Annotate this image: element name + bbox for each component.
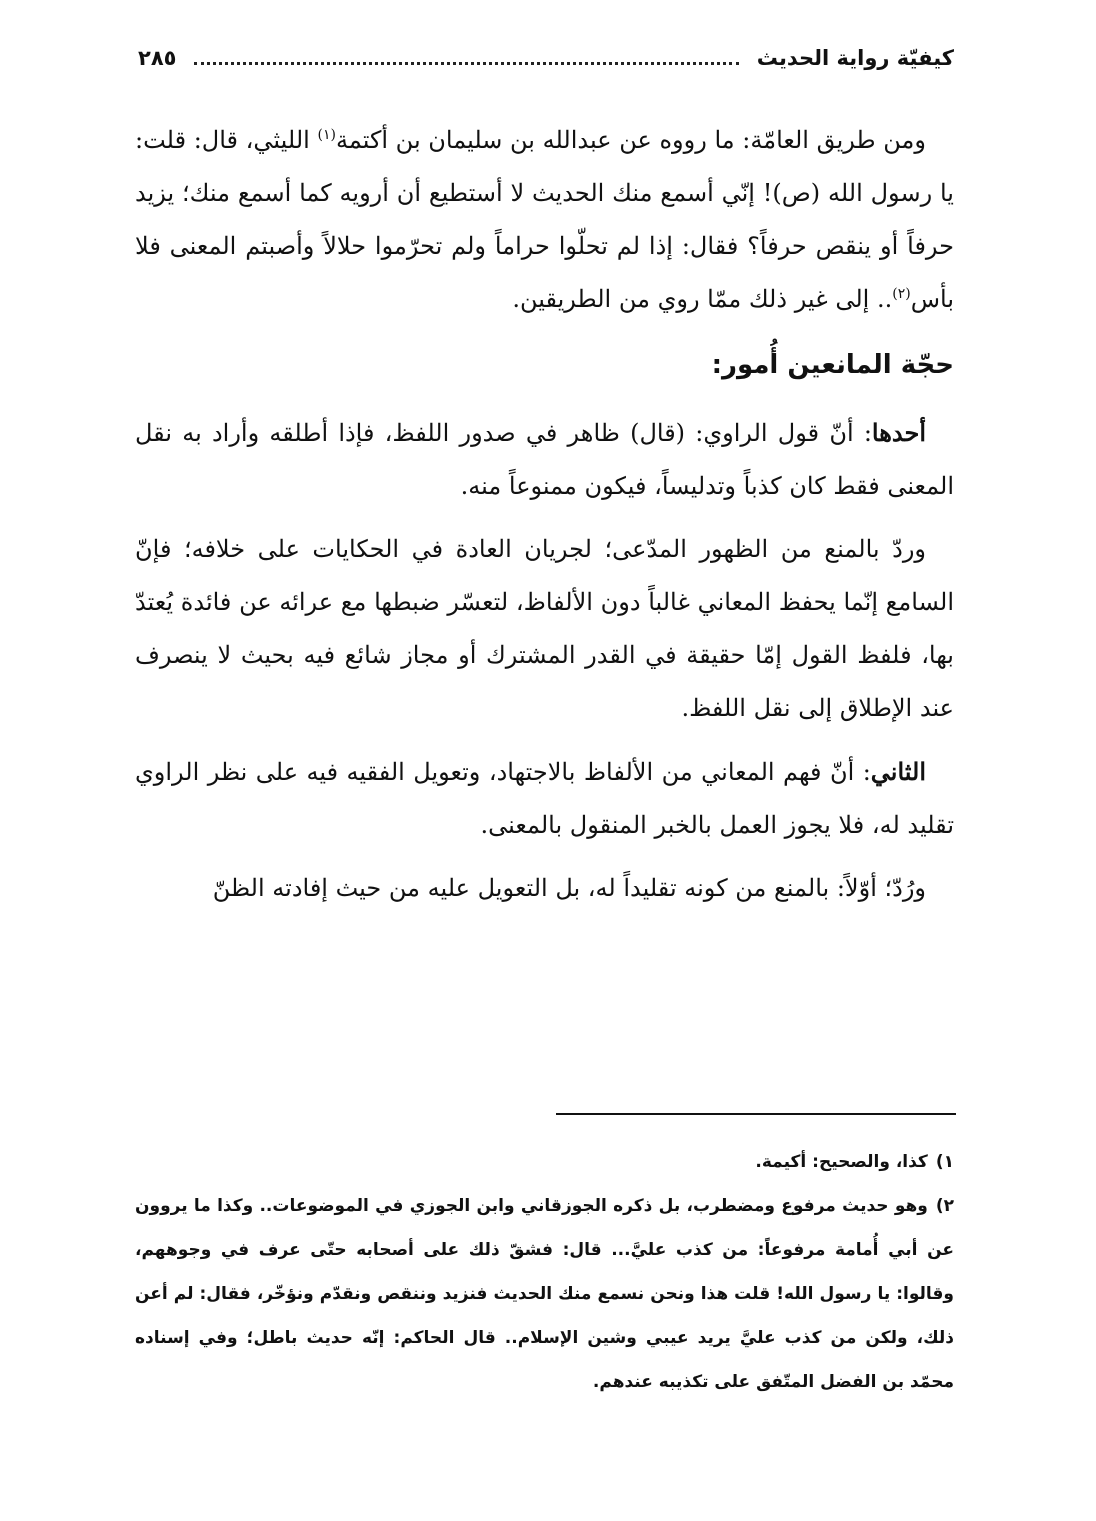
footnote-2 [135,1184,954,1404]
paragraph-text: : أنّ قول الراوي: (قال) ظاهر في صدور اللفظ، فإذا أطلقه وأراد به نقل المعنى فقط كان كذباً وتدليساً، فيكون ممنوعاً منه. [135,419,954,500]
footnote-1 [135,1140,954,1184]
paragraph-lead-word: الثاني [870,757,926,786]
paragraph-text: الليثي، قال: قلت: يا رسول الله (ص)! إنّي أسمع منك الحديث لا أستطيع أن أرويه كما أسمع منك؛ يزيد حرفاً أو ينقص حرفاً؟ فقال: إذا لم تحلّوا حراماً ولم تحرّموا حلالاً وأصبتم المعنى فلا بأس [135,126,954,313]
paragraph-rebuttal-second: ورُدّ؛ أوّلاً: بالمنع من كونه تقليداً له، بل التعويل عليه من حيث إفادته الظنّ [212,874,926,902]
paragraph-text: .. إلى غير ذلك ممّا روي من الطريقين. [512,285,893,313]
header-dot-leader [194,62,738,65]
footnote-number: ٢) [935,1196,954,1216]
paragraph-second-argument [135,745,954,852]
running-header [138,38,954,78]
paragraph-first-argument [135,406,954,513]
running-header-title: كيفيّة رواية الحديث [756,46,954,70]
footnote-ref-2: (٢) [892,286,911,302]
footnote-ref-1: (١) [317,127,336,143]
page-number: ٢٨٥ [138,46,177,70]
paragraph-text: ومن طريق العامّة: ما رووه عن عبدالله بن سليمان بن أكتمة [335,126,926,154]
paragraph-rebuttal-first: وردّ بالمنع من الظهور المدّعى؛ لجريان العادة في الحكايات على خلافه؛ فإنّ السامع إنّما يحفظ المعاني غالباً دون الألفاظ، لتعسّر ضبطها مع عرائه عن فائدة يُعتدّ بها، فلفظ القول إمّا حقيقة في القدر المشترك أو مجاز شائع فيه بحيث لا ينصرف عند الإطلاق إلى نقل اللفظ. [135,535,954,722]
paragraph-lead-word: أحدها [871,418,926,447]
footnote-number: ١) [935,1152,954,1172]
footnote-text: كذا، والصحيح: أكيمة. [755,1152,928,1172]
paragraph-text: : أنّ فهم المعاني من الألفاظ بالاجتهاد، وتعويل الفقيه فيه على نظر الراوي تقليد له، فلا يجوز العمل بالخبر المنقول بالمعنى. [135,758,954,839]
footnote-separator [556,1113,956,1115]
paragraph-general-narration [135,114,954,326]
section-heading: حجّة المانعين أُمور: [711,350,954,380]
main-text [135,114,954,925]
footnote-text: وهو حديث مرفوع ومضطرب، بل ذكره الجوزقاني وابن الجوزي في الموضوعات.. وكذا ما يروون عن أبي أُمامة مرفوعاً: من كذب عليَّ... قال: فشقّ ذلك على أصحابه حتّى عرف في وجوههم، وقالوا: يا رسول الله! قلت هذا ونحن نسمع منك الحديث فنزيد وننقص ونقدّم ونؤخّر، فقال: لم أعن ذلك، ولكن من كذب عليَّ يريد عيبي وشين الإسلام.. قال الحاكم: إنّه حديث باطل؛ وفي إسناده محمّد بن الفضل المتّفق على تكذيبه عندهم. [135,1196,954,1392]
footnotes [135,1140,954,1404]
